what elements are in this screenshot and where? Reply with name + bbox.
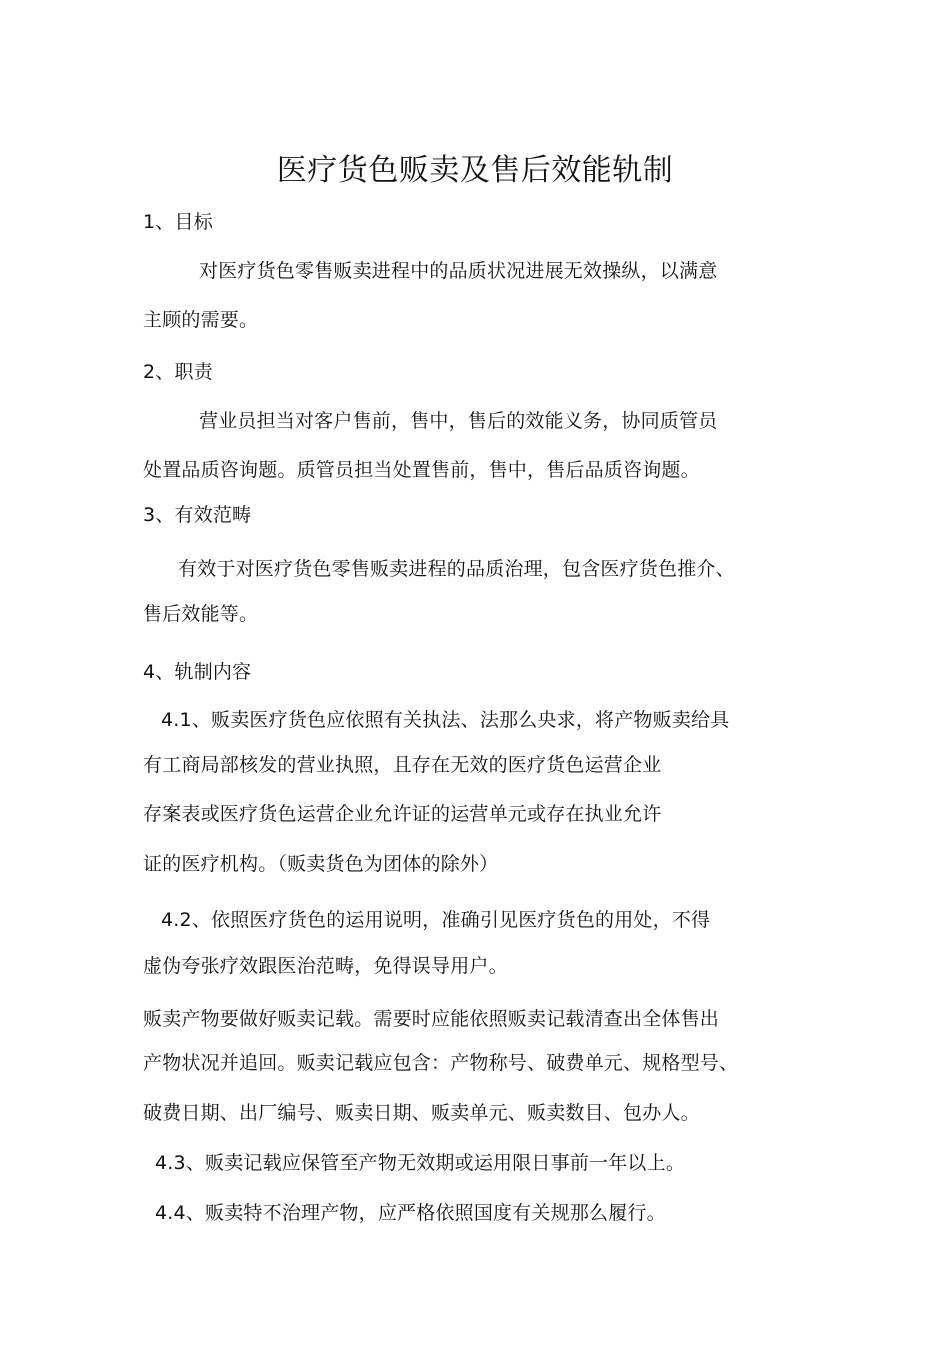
paragraph-line: 主顾的需要。 <box>143 309 259 331</box>
paragraph-line: 4.1、贩卖医疗货色应依照有关执法、法那么央求，将产物贩卖给具 <box>161 709 730 731</box>
document-title: 医疗货色贩卖及售后效能轨制 <box>276 153 674 188</box>
paragraph-line: 对医疗货色零售贩卖进程中的品质状况进展无效操纵，以满意 <box>199 260 718 282</box>
paragraph-line: 营业员担当对客户售前，售中，售后的效能义务，协同质管员 <box>199 410 718 432</box>
section-heading-duty: 2、职责 <box>143 361 213 383</box>
paragraph-line: 存案表或医疗货色运营企业允许证的运营单元或存在执业允许 <box>143 803 662 825</box>
paragraph-line: 有工商局部核发的营业执照，且存在无效的医疗货色运营企业 <box>143 754 662 776</box>
section-heading-content: 4、轨制内容 <box>143 661 252 683</box>
paragraph-line: 4.4、贩卖特不治理产物，应严格依照国度有关规那么履行。 <box>155 1202 666 1224</box>
section-heading-goal: 1、目标 <box>143 211 213 233</box>
paragraph-line: 虚伪夸张疗效跟医治范畴，免得误导用户。 <box>143 955 508 977</box>
paragraph-line: 贩卖产物要做好贩卖记载。需要时应能依照贩卖记载清查出全体售出 <box>143 1008 720 1030</box>
paragraph-line: 4.3、贩卖记载应保管至产物无效期或运用限日事前一年以上。 <box>155 1152 686 1174</box>
paragraph-line: 售后效能等。 <box>143 603 259 625</box>
paragraph-line: 4.2、依照医疗货色的运用说明，准确引见医疗货色的用处，不得 <box>161 909 711 931</box>
paragraph-line: 产物状况并追回。贩卖记载应包含：产物称号、破费单元、规格型号、 <box>143 1052 739 1074</box>
paragraph-line: 证的医疗机构。（贩卖货色为团体的除外） <box>143 853 499 875</box>
paragraph-line: 破费日期、出厂编号、贩卖日期、贩卖单元、贩卖数目、包办人。 <box>143 1102 700 1124</box>
paragraph-line: 处置品质咨询题。质管员担当处置售前，售中，售后品质咨询题。 <box>143 459 700 481</box>
section-heading-scope: 3、有效范畴 <box>143 504 252 526</box>
paragraph-line: 有效于对医疗货色零售贩卖进程的品质治理，包含医疗货色推介、 <box>178 558 735 580</box>
